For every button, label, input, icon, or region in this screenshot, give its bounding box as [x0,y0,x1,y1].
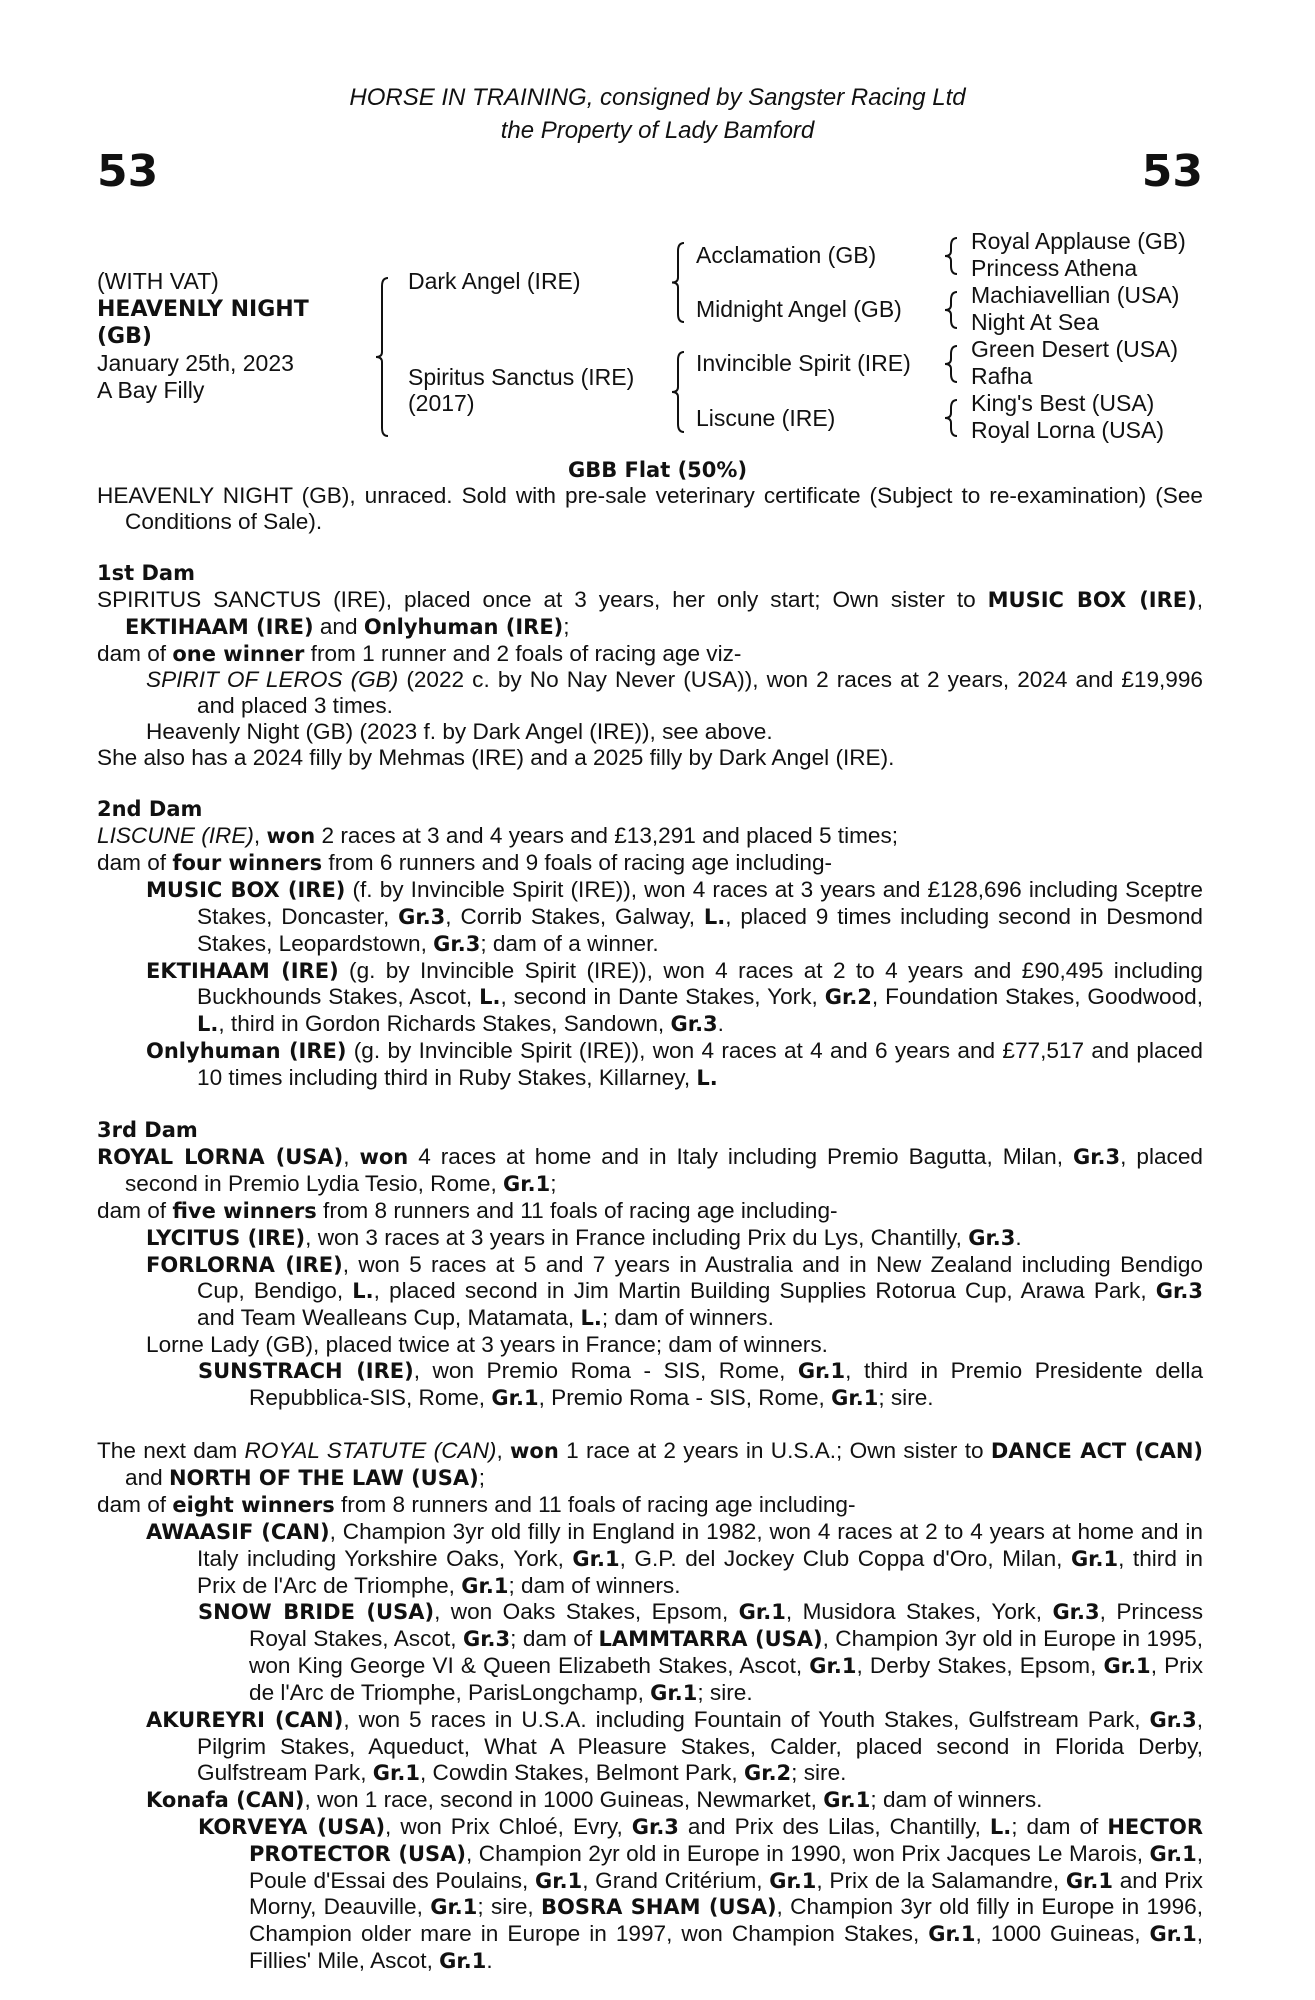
text: and [125,1464,169,1490]
text: , Champion 3yr old filly in Europe in 1996, Champion older mare in Europe in 1997, won Champion Stakes, [249,1894,1203,1947]
text: ; dam of winners. [508,1572,681,1598]
brace [945,238,957,274]
paragraph [97,850,1203,877]
dam: Spiritus Sanctus (IRE) [408,364,635,390]
grandparent: Liscune (IRE) [696,405,836,431]
bold-text: HECTOR PROTECTOR (USA) [249,1814,1203,1866]
text: , [343,1143,360,1169]
text: and Team Wealleans Cup, Matamata, [197,1305,581,1331]
text: , won Prix Chloé, Evry, [385,1813,632,1839]
great-grandparent: King's Best (USA) [971,390,1155,416]
text: , Foundation Stakes, Goodwood, [871,984,1203,1010]
paragraph [97,1707,1203,1787]
vat-note: (WITH VAT) [97,268,219,294]
text: ; dam of a winner. [480,930,659,956]
horse-country: (GB) [97,324,152,349]
bold-text: Gr.3 [462,1627,511,1652]
bold-text: Gr.3 [631,1814,679,1839]
bold-text: Gr.3 [1149,1708,1197,1733]
text: , Corrib Stakes, Galway, [445,903,704,929]
text: from 6 runners and 9 foals of racing age including- [322,849,833,875]
text: dam of [97,849,173,875]
text: , Prix de la Salamandre, [816,1867,1066,1893]
text: 1st Dam [97,560,195,585]
text: ; sire. [878,1385,934,1411]
bold-text: ROYAL LORNA (USA) [97,1144,344,1169]
paragraph [97,958,1203,1039]
bold-text: L. [703,904,726,929]
text: (2022 c. by No Nay Never (USA)), won 2 races at 2 years, 2024 and £19,996 and placed 3 times. [197,667,1203,719]
text: (f. by Invincible Spirit (IRE)), won 4 races at 3 years and £128,696 including Sceptre Stakes, Doncaster, [197,876,1203,929]
lot-number-right: 53 [1141,146,1203,197]
text: , won Premio Roma - SIS, Rome, [413,1358,798,1384]
bold-text: five winners [172,1198,317,1223]
bold-text: four winners [172,850,323,875]
bold-text: SUNSTRACH (IRE) [198,1359,414,1384]
bold-text: NORTH OF THE LAW (USA) [168,1465,479,1490]
paragraph [97,667,1203,719]
text: , won 3 races at 3 years in France including Prix du Lys, Chantilly, [305,1224,969,1250]
bold-text: LAMMTARRA (USA) [598,1627,823,1652]
text: , Cowdin Stakes, Belmont Park, [419,1759,744,1785]
bold-text: Gr.3 [433,931,481,956]
brace [376,278,388,436]
bold-text: Gr.1 [535,1868,583,1893]
bold-text: L. [197,1012,219,1037]
foaling-date: January 25th, 2023 [97,350,294,376]
text: , G.P. del Jockey Club Coppa d'Oro, Milan, [619,1545,1071,1571]
text: , Grand Critérium, [582,1867,770,1893]
text: , placed second in Premio Lydia Tesio, Rome, [125,1143,1203,1196]
great-grandparent: Princess Athena [971,255,1138,281]
text: ; [563,613,570,639]
text: She also has a 2024 filly by Mehmas (IRE) and a 2025 filly by Dark Angel (IRE). [97,745,895,771]
bold-text: Gr.1 [430,1895,478,1920]
text: ; [550,1170,557,1196]
horse-name: HEAVENLY NIGHT [97,297,309,322]
bold-text: Gr.1 [439,1949,487,1974]
bold-text: Gr.3 [1155,1279,1203,1304]
lot-number-left: 53 [97,146,159,197]
bold-text: won [359,1144,409,1169]
bold-text: Gr.1 [461,1573,509,1598]
bold-text: Gr.1 [572,1546,620,1571]
text: , Musidora Stakes, York, [785,1599,1053,1625]
great-grandparent: Machiavellian (USA) [971,282,1180,308]
dam-year: (2017) [408,390,475,416]
text: , third in Prix de l'Arc de Triomphe, [197,1545,1203,1598]
bold-text: Onlyhuman (IRE) [363,614,564,639]
text: , [496,1438,511,1463]
bold-text: Gr.3 [398,904,446,929]
paragraph [97,823,1203,850]
great-grandparent: Green Desert (USA) [971,336,1179,362]
text: , won 1 race, second in 1000 Guineas, Newmarket, [304,1786,824,1812]
bold-text: Gr.1 [1149,1922,1197,1947]
text: (g. by Invincible Spirit (IRE)), won 4 races at 4 and 6 years and £77,517 and placed 10 times including third in Ruby Stakes, Killarney, [197,1038,1203,1091]
grandparent: Midnight Angel (GB) [696,296,902,322]
paragraph [97,1252,1203,1333]
text: , Champion 3yr old filly in England in 1982, won 4 races at 2 to 4 years at home and in Italy including Yorkshire Oaks, York, [197,1518,1203,1571]
text: , [253,822,267,848]
text: , second in Dante Stakes, York, [500,984,825,1010]
text: and Prix Morny, Deauville, [249,1867,1203,1920]
bold-text: Gr.3 [670,1012,718,1037]
paragraph [97,1438,1203,1492]
text: , 1000 Guineas, [975,1921,1150,1947]
text: from 8 runners and 11 foals of racing age including- [334,1491,856,1517]
paragraph [97,1358,1203,1412]
paragraph [97,877,1203,958]
bold-text: LYCITUS (IRE) [146,1225,306,1250]
text: . [486,1948,493,1974]
text: , [1196,586,1204,612]
text: , won 5 races in U.S.A. including Fountain of Youth Stakes, Gulfstream Park, [343,1707,1150,1733]
text: , Champion 2yr old in Europe in 1990, won Prix Jacques Le Marois, [466,1840,1150,1866]
section-heading [97,1118,1203,1144]
bold-text: Gr.1 [650,1681,698,1706]
consignor-line: HORSE IN TRAINING, consigned by Sangster Racing Ltd [349,84,966,111]
text: , Derby Stakes, Epsom, [856,1653,1104,1679]
text: 4 races at home and in Italy including Premio Bagutta, Milan, [408,1143,1073,1169]
bold-text: Gr.1 [1065,1868,1114,1893]
bold-text: Gr.1 [823,1787,871,1812]
paragraph [97,745,1203,771]
italic-text: LISCUNE (IRE) [97,822,254,848]
bold-text: won [510,1439,559,1463]
horse-description: A Bay Filly [97,377,205,403]
owner-line: the Property of Lady Bamford [500,117,815,144]
bold-text: L. [696,1066,718,1091]
catalogue-text [97,483,1203,1975]
bold-text: Gr.1 [928,1922,976,1947]
text: , third in Gordon Richards Stakes, Sandown, [218,1011,671,1037]
bold-text: Gr.2 [824,985,872,1010]
text: , Fillies' Mile, Ascot, [249,1921,1203,1974]
text: , Champion 3yr old in Europe in 1995, won King George VI & Queen Elizabeth Stakes, Ascot, [249,1626,1203,1679]
text: ; dam of winners. [601,1305,774,1331]
bold-text: AKUREYRI (CAN) [146,1708,344,1733]
text: 1 race at 2 years in U.S.A.; Own sister to [558,1438,991,1463]
bold-text: L. [580,1306,602,1331]
bold-text: Gr.1 [1070,1546,1119,1571]
bold-text: DANCE ACT (CAN) [990,1439,1204,1463]
brace [672,243,684,322]
brace [945,346,957,382]
text: from 8 runners and 11 foals of racing age including- [316,1197,838,1223]
paragraph [97,641,1203,668]
bold-text: Gr.1 [738,1600,786,1625]
brace [945,400,957,436]
bold-text: FORLORNA (IRE) [146,1252,343,1277]
text: , won Oaks Stakes, Epsom, [434,1599,739,1625]
bold-text: MUSIC BOX (IRE) [987,587,1197,612]
paragraph [97,1198,1203,1225]
bold-text: Gr.1 [769,1868,817,1893]
paragraph [97,1814,1203,1975]
text: ; [478,1464,485,1490]
gbb-flat: GBB Flat (50%) [567,458,748,482]
paragraph [97,483,1203,535]
paragraph [97,587,1203,641]
bold-text: KORVEYA (USA) [198,1814,386,1839]
brace [945,292,957,328]
grandparent: Invincible Spirit (IRE) [696,350,911,376]
bold-text: Gr.1 [503,1171,551,1196]
brace [672,352,684,432]
text: (g. by Invincible Spirit (IRE)), won 4 races at 2 to 4 years and £90,495 including Buckhounds Stakes, Ascot, [197,957,1203,1010]
text: HEAVENLY NIGHT (GB), unraced. Sold with pre-sale veterinary certificate (Subject to re-examination) (See Conditions of Sale). [97,483,1203,534]
section-heading [97,797,1203,823]
text: dam of [97,1491,173,1517]
text: , Pilgrim Stakes, Aqueduct, What A Pleasure Stakes, Calder, placed second in Florida Derby, Gulfstream Park, [197,1707,1203,1785]
bold-text: L. [352,1279,374,1304]
italic-text: ROYAL STATUTE (CAN) [244,1438,497,1463]
text: and Prix des Lilas, Chantilly, [678,1813,990,1839]
bold-text: Gr.1 [831,1386,879,1411]
bold-text: AWAASIF (CAN) [146,1519,330,1544]
paragraph [97,1225,1203,1252]
bold-text: Gr.2 [743,1760,792,1785]
text: , placed 9 times including second in Desmond Stakes, Leopardstown, [197,903,1203,956]
paragraph [97,1038,1203,1092]
bold-text: Gr.1 [797,1359,846,1384]
sire: Dark Angel (IRE) [408,268,581,294]
text: , Premio Roma - SIS, Rome, [538,1385,832,1411]
text: , placed second in Jim Martin Building Supplies Rotorua Cup, Arawa Park, [373,1278,1156,1304]
text: ; dam of winners. [870,1786,1043,1812]
text: ; dam of [510,1626,599,1652]
paragraph [97,1332,1203,1358]
text: Lorne Lady (GB), placed twice at 3 years in France; dam of winners. [146,1332,828,1358]
paragraph [97,719,1203,745]
text: , Poule d'Essai des Poulains, [249,1840,1203,1893]
text: . [717,1011,724,1037]
great-grandparent: Night At Sea [971,309,1099,335]
bold-text: Gr.1 [1103,1654,1151,1679]
text: dam of [97,1197,173,1223]
bold-text: won [266,823,316,848]
text: ; sire. [697,1680,753,1706]
paragraph [97,1787,1203,1814]
bold-text: Gr.1 [1149,1841,1197,1866]
bold-text: Onlyhuman (IRE) [146,1039,347,1064]
italic-text: SPIRIT OF LEROS (GB) [146,667,399,693]
bold-text: SNOW BRIDE (USA) [198,1600,435,1625]
text: ; sire. [791,1759,847,1785]
bold-text: Gr.1 [809,1654,857,1679]
text: . [1015,1224,1022,1250]
bold-text: Gr.1 [491,1386,539,1411]
text: , third in Premio Presidente della Repubblica-SIS, Rome, [249,1358,1204,1411]
bold-text: one winner [172,641,305,666]
bold-text: Gr.3 [968,1225,1016,1250]
paragraph [97,1599,1203,1707]
bold-text: L. [479,985,501,1010]
bold-text: Gr.3 [1052,1600,1100,1625]
great-grandparent: Royal Applause (GB) [971,228,1186,254]
section-heading [97,561,1203,587]
grandparent: Acclamation (GB) [696,242,877,268]
bold-text: MUSIC BOX (IRE) [146,877,346,902]
bold-text: EKTIHAAM (IRE) [146,958,339,983]
bold-text: L. [989,1814,1012,1839]
text: , won 5 races at 5 and 7 years in Australia and in New Zealand including Bendigo Cup, Bendigo, [197,1251,1203,1304]
text: from 1 runner and 2 foals of racing age viz- [304,640,742,666]
text: dam of [97,640,173,666]
text: SPIRITUS SANCTUS (IRE), placed once at 3 years, her only start; Own sister to [97,586,988,612]
paragraph [97,1144,1203,1198]
text: The next dam [97,1438,245,1463]
bold-text: EKTIHAAM (IRE) [125,614,314,639]
paragraph [97,1492,1203,1519]
bold-text: BOSRA SHAM (USA) [540,1895,777,1920]
text: ; sire, [477,1894,541,1920]
text: 2 races at 3 and 4 years and £13,291 and placed 5 times; [315,822,899,848]
text: 2nd Dam [97,797,203,822]
bold-text: Gr.3 [1072,1144,1121,1169]
text: Heavenly Night (GB) (2023 f. by Dark Angel (IRE)), see above. [146,719,773,745]
great-grandparent: Rafha [971,363,1033,389]
paragraph [97,1519,1203,1600]
bold-text: Gr.1 [372,1760,420,1785]
great-grandparent: Royal Lorna (USA) [971,417,1165,443]
text: , Prix de l'Arc de Triomphe, ParisLongchamp, [249,1653,1204,1706]
text: , Princess Royal Stakes, Ascot, [249,1599,1203,1652]
text: ; dam of [1011,1813,1108,1839]
text: and [313,613,364,639]
text: 3rd Dam [97,1118,198,1143]
bold-text: eight winners [172,1492,335,1517]
bold-text: Konafa (CAN) [146,1787,305,1812]
